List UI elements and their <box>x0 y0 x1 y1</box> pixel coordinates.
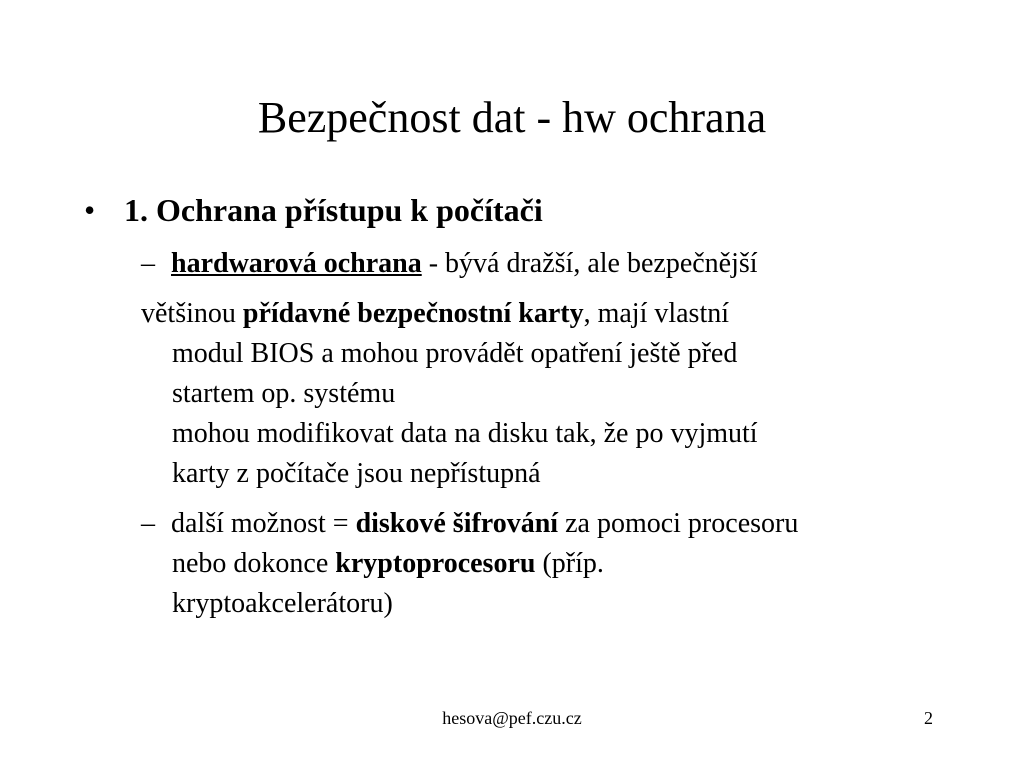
sub-item-text: za pomoci procesoru <box>558 508 799 539</box>
paragraph-text: , mají vlastní <box>583 298 730 329</box>
footer-page-number: 2 <box>924 708 933 728</box>
term-cryptoprocessor: kryptoprocesoru <box>335 548 536 579</box>
sub-item-text: - bývá dražší, ale bezpečnější <box>421 248 758 279</box>
paragraph-line: karty z počítače jsou nepřístupná <box>172 458 541 489</box>
sub-item-line <box>172 544 604 584</box>
paragraph-line <box>141 294 729 334</box>
sub-item-line: kryptoakcelerátoru) <box>172 588 393 619</box>
sub-item-hardware-protection <box>141 244 758 284</box>
sub-item-disk-encryption <box>141 504 798 544</box>
sub-item-text: (příp. <box>535 548 604 579</box>
term-disk-encryption: diskové šifrování <box>355 508 559 539</box>
sub-item-text: nebo dokonce <box>172 548 336 579</box>
paragraph-line: modul BIOS a mohou provádět opatření ještě před <box>172 338 738 369</box>
term-addon-security-cards: přídavné bezpečnostní karty <box>242 298 584 329</box>
dash-marker: – <box>141 508 155 539</box>
slide-title: Bezpečnost dat - hw ochrana <box>257 93 767 142</box>
term-hardware-protection: hardwarová ochrana <box>171 248 422 279</box>
paragraph-text: většinou <box>141 298 243 329</box>
paragraph-line: startem op. systému <box>172 378 396 409</box>
bullet-dot-icon: • <box>84 192 96 228</box>
paragraph-line: mohou modifikovat data na disku tak, že po vyjmutí <box>172 418 758 449</box>
bullet-item-access-protection <box>84 188 543 232</box>
dash-marker: – <box>141 248 155 279</box>
bullet-text: 1. Ochrana přístupu k počítači <box>124 192 543 228</box>
sub-item-text: další možnost = <box>171 508 356 539</box>
footer-email: hesova@pef.czu.cz <box>442 708 582 728</box>
